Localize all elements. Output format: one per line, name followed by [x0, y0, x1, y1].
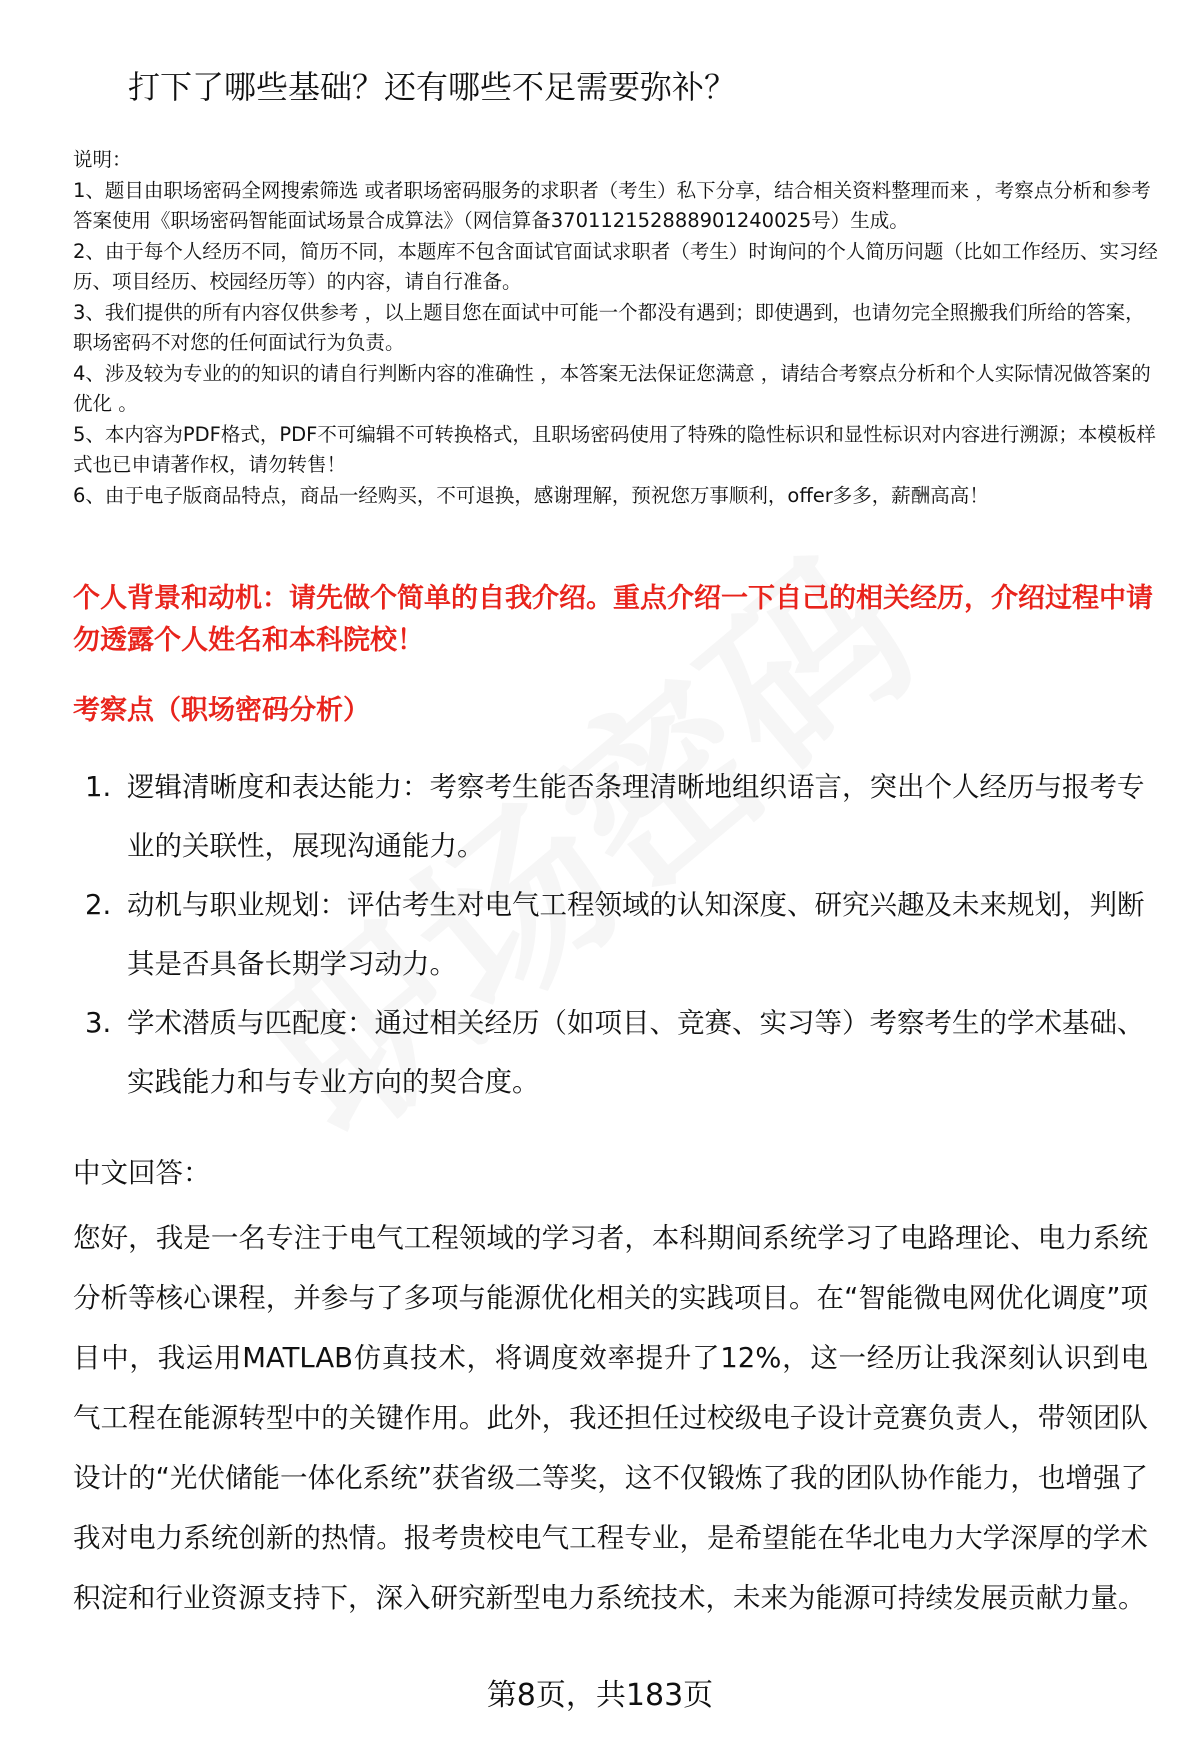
note-item: 3、我们提供的所有内容仅供参考 ，以上题目您在面试中可能一个都没有遇到；即使遇到，也请勿完全照搬我们所给的答案，职场密码不对您的任何面试行为负责。 [73, 300, 1145, 354]
item-text: 动机与职业规划：评估考生对电气工程领域的认知深度、研究兴趣及未来规划，判断其是否具备长期学习动力。 [127, 889, 1145, 980]
note-item: 5、本内容为PDF格式，PDF不可编辑不可转换格式，且职场密码使用了特殊的隐性标识和显性标识对内容进行溯源；本模板样式也已申请著作权，请勿转售！ [73, 422, 1156, 476]
analysis-item [73, 758, 1153, 876]
note-item: 2、由于每个人经历不同，简历不同，本题库不包含面试官面试求职者（考生）时询问的个人简历问题（比如工作经历、实习经历、项目经历、校园经历等）的内容，请自行准备。 [73, 239, 1158, 293]
page-number: 第8页，共183页 [486, 1678, 714, 1713]
item-text: 逻辑清晰度和表达能力：考察考生能否条理清晰地组织语言，突出个人经历与报考专业的关联性，展现沟通能力。 [127, 771, 1145, 862]
analysis-list [73, 758, 1153, 1112]
item-number: 2. [85, 889, 112, 921]
analysis-heading: 考察点（职场密码分析） [73, 695, 370, 726]
interview-question: 个人背景和动机：请先做个简单的自我介绍。重点介绍一下自己的相关经历，介绍过程中请勿透露个人姓名和本科院校！ [73, 583, 1153, 656]
item-number: 3. [85, 1007, 112, 1039]
answer-text: 您好，我是一名专注于电气工程领域的学习者，本科期间系统学习了电路理论、电力系统分析等核心课程，并参与了多项与能源优化相关的实践项目。在“智能微电网优化调度”项目中，我运用MATLAB仿真技术，将调度效率提升了12%，这一经历让我深刻认识到电气工程在能源转型中的关键作用。此外，我还担任过校级电子设计竞赛负责人，带领团队设计的“光伏储能一体化系统”获省级二等奖，这不仅锻炼了我的团队协作能力，也增强了我对电力系统创新的热情。报考贵校电气工程专业，是希望能在华北电力大学深厚的学术积淀和行业资源支持下，深入研究新型电力系统技术，未来为能源可持续发展贡献力量。 [73, 1222, 1148, 1614]
note-item: 6、由于电子版商品特点，商品一经购买，不可退换，感谢理解，预祝您万事顺利，offer多多，薪酬高高！ [73, 483, 989, 507]
notes-heading: 说明： [73, 148, 132, 171]
item-number: 1. [85, 771, 112, 803]
notes-section [73, 145, 1158, 511]
answer-label: 中文回答： [73, 1157, 211, 1189]
analysis-item [73, 994, 1153, 1112]
item-text: 学术潜质与匹配度：通过相关经历（如项目、竞赛、实习等）考察考生的学术基础、实践能力和与专业方向的契合度。 [127, 1007, 1145, 1098]
analysis-item [73, 876, 1153, 994]
question-title: 打下了哪些基础？还有哪些不足需要弥补？ [128, 68, 737, 106]
note-item: 4、涉及较为专业的的知识的请自行判断内容的准确性 ，本答案无法保证您满意 ，请结合考察点分析和个人实际情况做答案的优化 。 [73, 361, 1151, 415]
note-item: 1、题目由职场密码全网搜索筛选 或者职场密码服务的求职者（考生）私下分享，结合相关资料整理而来 ，考察点分析和参考答案使用《职场密码智能面试场景合成算法》（网信算备370112152888901240025号）生成。 [73, 178, 1151, 232]
